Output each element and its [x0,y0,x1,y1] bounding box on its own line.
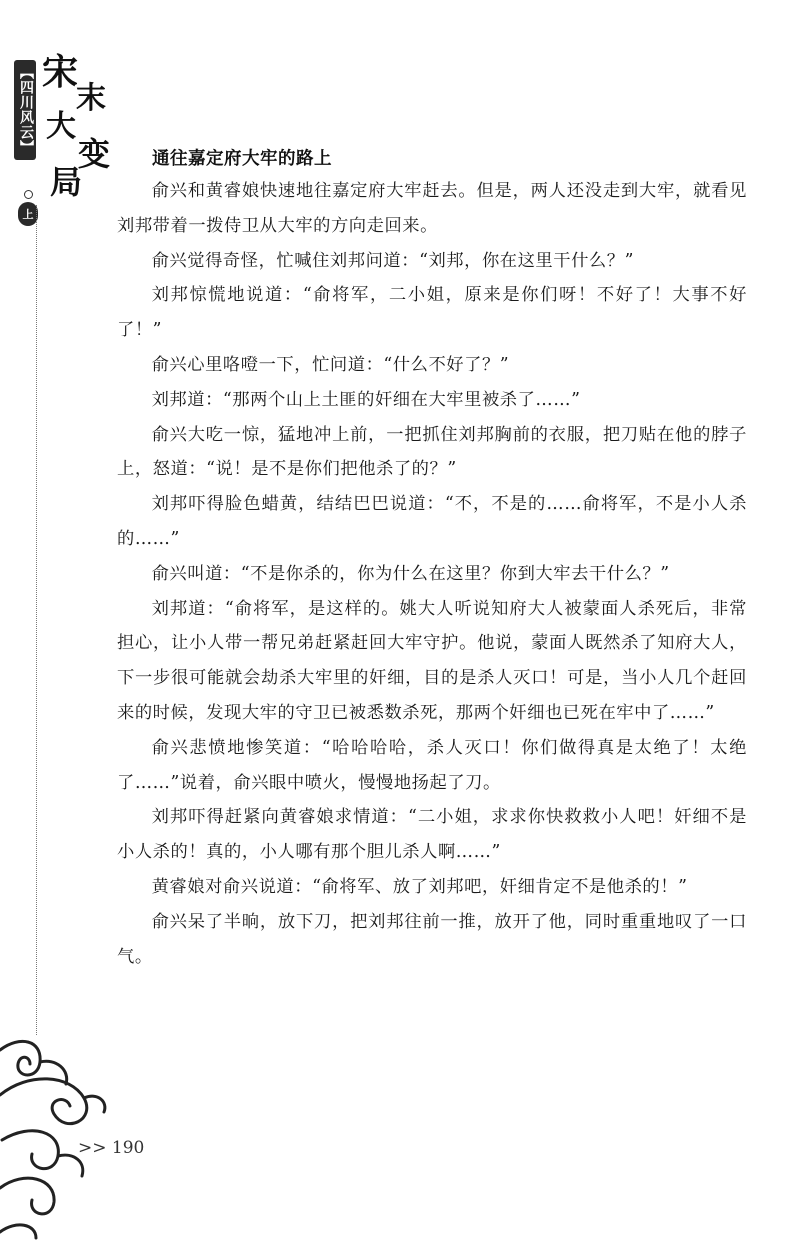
paragraph: 俞兴觉得奇怪，忙喊住刘邦问道：“刘邦，你在这里干什么？” [151,250,634,271]
paragraph: 俞兴叫道：“不是你杀的，你为什么在这里？你到大牢去干什么？” [151,563,670,584]
circle-mark-icon [24,190,33,199]
paragraph: 刘邦惊慌地说道：“俞将军，二小姐，原来是你们呀！不好了！大事不好了！” [117,285,747,341]
cloud-ornament-icon [0,1010,110,1243]
body-text [117,174,747,974]
paragraph: 黄睿娘对俞兴说道：“俞将军、放了刘邦吧，奸细肯定不是他杀的！” [151,876,688,897]
page-number: >> 190 [78,1138,145,1158]
paragraph: 俞兴呆了半晌，放下刀，把刘邦往前一推，放开了他，同时重重地叹了一口气。 [117,911,747,967]
volume-label: 上 [18,202,38,226]
paragraph: 刘邦道：“俞将军，是这样的。姚大人听说知府大人被蒙面人杀死后，非常担心，让小人带一帮兄弟赶紧赶回大牢守护。他说，蒙面人既然杀了知府大人，下一步很可能就会劫杀大牢里的奸细，目的是杀人灭口！可是，当小人几个赶回来的时候，发现大牢的守卫已被悉数杀死，那两个奸细也已死在牢中了……” [117,598,747,723]
paragraph: 俞兴悲愤地惨笑道：“哈哈哈哈，杀人灭口！你们做得真是太绝了！太绝了……”说着，俞兴眼中喷火，慢慢地扬起了刀。 [117,737,747,793]
series-tag: 【四川风云】 [14,60,36,160]
section-heading: 通往嘉定府大牢的路上 [152,149,332,169]
paragraph: 刘邦吓得赶紧向黄睿娘求情道：“二小姐，求求你快救救小人吧！奸细不是小人杀的！真的，小人哪有那个胆儿杀人啊……” [117,807,747,863]
paragraph: 刘邦吓得脸色蜡黄，结结巴巴说道：“不，不是的……俞将军，不是小人杀的……” [117,494,747,549]
margin-dotted-line [36,205,37,1035]
paragraph: 俞兴和黄睿娘快速地往嘉定府大牢赶去。但是，两人还没走到大牢，就看见刘邦带着一拨侍卫从大牢的方向走回来。 [117,181,747,236]
paragraph: 俞兴心里咯噔一下，忙问道：“什么不好了？” [151,354,510,375]
paragraph: 俞兴大吃一惊，猛地冲上前，一把抓住刘邦胸前的衣服，把刀贴在他的脖子上，怒道：“说！是不是你们把他杀了的？” [117,424,747,480]
paragraph: 刘邦道：“那两个山上土匪的奸细在大牢里被杀了……” [151,389,581,410]
running-header: 【四川风云】 上 宋 末 大 变 局 [8,52,120,202]
